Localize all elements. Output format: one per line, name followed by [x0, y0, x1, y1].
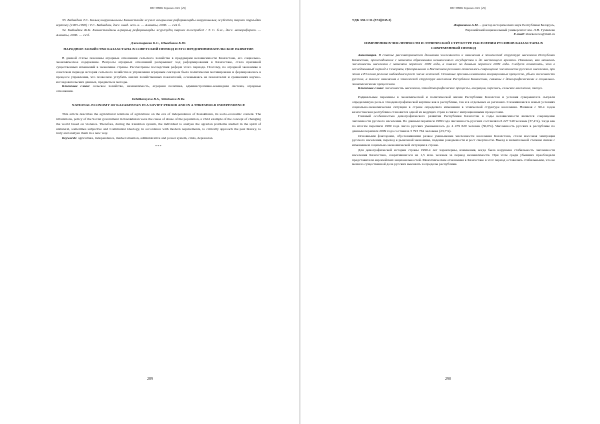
en-keywords-text: agriculture, independence, market situation, administrative and power system, crisis, depression. [78, 136, 214, 141]
body-paragraph: Основными факторами, обусловившими резкое уменьшение численности населения Казахстана, стали массовая эмиграция русского населения, переход к рыночной экономике, падение рождаемости и рост смертности. Выезд в значительной степени связан с изменением социально-экономической ситуации в стране. [352, 133, 555, 148]
ru-article-title: НАРОДНОЕ ХОЗЯЙСТВО КАЗАХСТАНА В СОВЕТСКИЙ ПЕРИОД И ЕГО ПРЕДПРИНИМАТЕЛЬСКОЕ РАЗВИТИЕ [63, 46, 254, 51]
left-page-number: 289 [147, 376, 153, 381]
en-article-keywords [56, 136, 261, 141]
author-email: zharkenova@mail.ru [525, 32, 555, 37]
en-keywords-label: Keywords: [62, 136, 78, 141]
reference-33: 33. Байкадам Т.С. Калық шаруашылығы Казахстанда жүзеге асырылған реформаларды шаруашылық жүйесінің тарихи тұрғыдан зерттеу (1965-1990) / Т.С. Байкадам, дисс. канд. ист. н. — Алматы, 2006. — 144 б. [56, 18, 261, 27]
body-paragraph: Для демографической истории страны 1990-х лет характерны, изменения, когда была нарушена стабильность численности населения Казахстана, сократившегося на 1,5 млн. человек за период независимости. При этом среди убывших преобладали представители европейских национальностей. Межэтнические отношения в Казахстане в этот период оставались стабильными, что не мешало существенной доле русских выезжать за пределы республики. [352, 147, 555, 167]
author-name: Жаркенова А.М. [453, 22, 479, 27]
en-article-title: NATIONAL ECONOMY OF KAZAKHSTAN IN A SOVIET PERIOD AND IN A THRESHOLD INDEPENDENCE [71, 103, 246, 108]
body-paragraph: Радикальные перемены в экономической и политической жизни Республики Казахстан и условия суверенитета сыграли определенную роль в этнодемографической картине как в республике, так и в отдельных ее регионах. Сложившаяся в новых условиях социально-экономическая ситуация в стране определила изменения в этнической структуре населения. Начиная с 90-х годов казахстанская республика становится одной из ведущих стран в связи с миграционными процессами. [352, 95, 555, 114]
ru-article-keywords [56, 84, 261, 94]
body-paragraph: Главный особенностью демографического развития Республики Казахстан в годы независимости является сокращение численности русского населения. По данным переписи 1989 года численность русских составляла 6 227 549 человек (37,4%), тогда как по итогам переписи 1999 года число русских уменьшилось до 4 479 620 человек (30,0%). Численность русских в республике по данным переписи 2009 года составила 3 793 764 человека (23,7%). [352, 114, 555, 133]
abstract-label: Аннотация. [358, 52, 378, 57]
right-keywords-text: численность населения, этнодемографические процессы, миграция, перепись, сельское население, титул. [384, 86, 543, 91]
right-keywords [352, 86, 555, 91]
right-page-number: 290 [445, 376, 451, 381]
left-running-header: ВЕСТНИК Евразии 2021 (29) [150, 6, 186, 10]
author-institution: Евразийский национальный университет им. Л.Н. Гумилева [465, 27, 555, 32]
en-article-authors: Dzhilkarayeva B.S., Shinbaeva B.Yu. [131, 97, 186, 102]
right-keywords-label: Ключевые слова: [358, 86, 385, 91]
right-abstract [352, 53, 555, 87]
section-separator: *** [155, 143, 162, 148]
ru-keywords-text: сельское хозяйство, независимость, аграрная политика, административно-командная система, аграрные отношения. [56, 84, 262, 94]
ru-keywords-label: Ключевые слова: [62, 84, 90, 89]
right-page-content [352, 18, 555, 167]
en-article-abstract: This article describes the agricultural relations of agriculture on the eve of independence of Kazakhstan, its socio-economic content. The tribulations, policy of the Soviet government in Kazakhstan were the cause of abuse of the population, a vivid example of the concept of changing the world based on violence. Therefore, during the transition system, the individual to analyze the agrarian problems studied in the spirit of unilateral, sometimes subjective and Communist ideology, in accordance with modern requirements, to critically approach the past history, to truly and analyze them in a new way. [56, 112, 261, 136]
udk-code: УДК 330.1:31.(574)(045.3) [352, 18, 392, 22]
right-running-header: ВЕСТНИК Евразии 2021 (29) [450, 6, 486, 10]
author-email-line [352, 32, 555, 37]
email-label: E-mail: [513, 32, 525, 37]
ru-article-authors: Джилкараева Б.С., Шынбаева Б.Ю. [130, 40, 187, 45]
author-affiliation: – доктор исторических наук Республики Беларусь, [479, 22, 555, 27]
ru-article-abstract: В данной статье показаны аграрные отношения сельского хозяйства в преддверии независимости Казахстана, его социально-экономическое содержание. Вопросы аграрных отношений раскрывают ход реформирования в Казахстане, стала причиной существенных изменений в экономике страны. Рассмотрены последствия реформ этого периода. Поэтому, по аграрной экономике в советском периоде история сельского хозяйства и управления аграрным сектором была политически мотивирована и формировалась в процессе управления, что позволило углубить анализ хозяйственных показателей, основываясь на показателях и сравнениях научно-исследовательских данных, предметы и методы. [56, 55, 261, 84]
abstract-text: В статье рассматривается динамика численности и изменения в этнической структуре населения Республики Казахстан, происходившие с момента образования независимого государства и до настоящего времени. Показано, как менялась численность населения с момента переписи 1999 года, а также по данным переписи 2009 года. Следует отметить, что в исследованный период в Северном, Центральном и Восточном регионах отмечалось сокращение численности русского населения, при этом в Южном регионе наблюдался рост числа жителей. Основные причины изменения миграционных процессов, убыли численности русских, а также изменения в этнической структуре населения Республики Казахстан, связаны с демографическими и социально-экономическими процессами. [352, 52, 555, 86]
reference-34: 34. Байкадам Ж.К. Казахстандағы аграрлық реформаларды жүргізудің тарихи тәжірибесі / Т. С. б.ж., дисс. автореферат. — Алматы, 2006. — 14 б. [56, 27, 261, 37]
right-page [300, 0, 600, 424]
right-article-title: ИЗМЕНЕНИЯ В ЧИСЛЕННОСТИ И ЭТНИЧЕСКОЙ СТРУКТУРЕ НАСЕЛЕНИЯ РУСИНОВ КАЗАХСТАНА В СОВРЕМЕННЫЙ ПЕРИОД [364, 41, 543, 50]
left-page-content [56, 18, 261, 149]
